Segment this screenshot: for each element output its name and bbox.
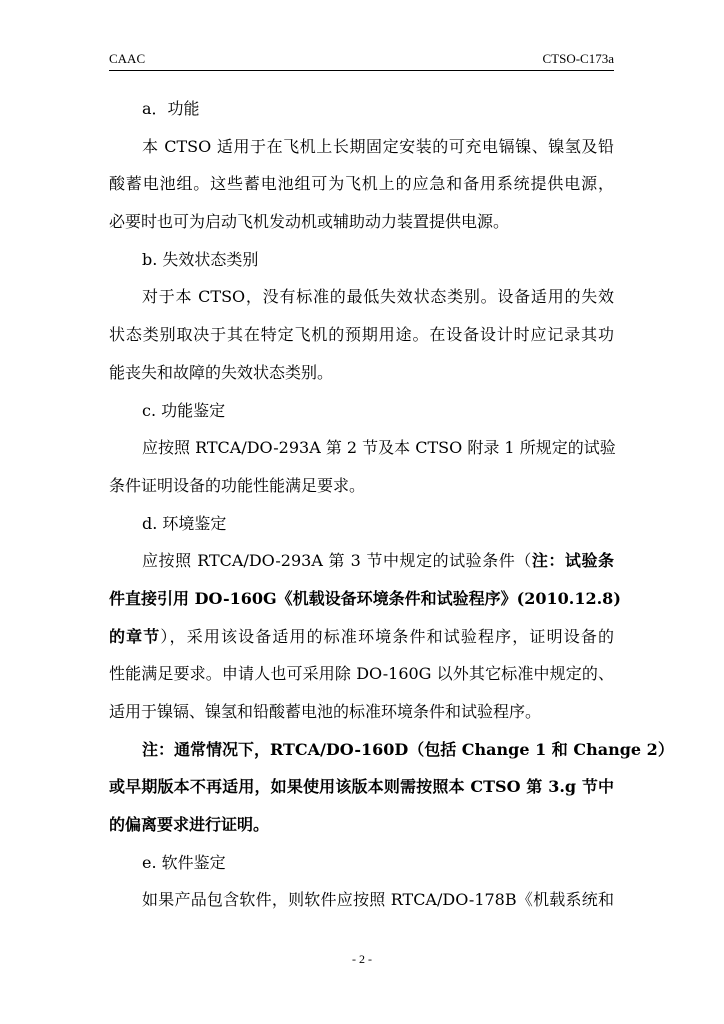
section-heading-d: d. 环境鉴定 xyxy=(142,513,227,533)
paragraph-line: 能丧失和故障的失效状态类别。 xyxy=(109,362,334,382)
paragraph-line: 对于本 CTSO，没有标准的最低失效状态类别。设备适用的失效 xyxy=(142,287,614,307)
line-text: ），采用该设备适用的标准环境条件和试验程序，证明设备的 xyxy=(160,626,614,646)
paragraph-line: 如果产品包含软件，则软件应按照 RTCA/DO-178B《机载系统和 xyxy=(142,890,614,910)
note-inline-bold: 注：试验条 xyxy=(531,551,614,571)
page-number: - 2 - xyxy=(352,952,372,966)
header-left: CAAC xyxy=(109,51,146,66)
paragraph-line: 酸蓄电池组。这些蓄电池组可为飞机上的应急和备用系统提供电源， xyxy=(109,174,614,194)
paragraph-line: 状态类别取决于其在特定飞机的预期用途。在设备设计时应记录其功 xyxy=(109,325,614,345)
section-heading-e: e. 软件鉴定 xyxy=(142,852,226,872)
line-text: 应按照 RTCA/DO-293A 第 3 节中规定的试验条件（ xyxy=(142,551,532,571)
document-body xyxy=(109,90,674,919)
paragraph-line: 适用于镍镉、镍氢和铅酸蓄电池的标准环境条件和试验程序。 xyxy=(109,702,542,721)
note-line: 或早期版本不再适用，如果使用该版本则需按照本 CTSO 第 3.g 节中 xyxy=(109,777,614,797)
paragraph-line: 性能满足要求。申请人也可采用除 DO-160G 以外其它标准中规定的、 xyxy=(109,664,614,684)
paragraph-line xyxy=(109,618,614,656)
note-line: 注：通常情况下，RTCA/DO-160D（包括 Change 1 和 Change 2） xyxy=(142,739,674,759)
section-heading-b: b. 失效状态类别 xyxy=(142,249,259,269)
paragraph-line: 必要时也可为启动飞机发动机或辅助动力装置提供电源。 xyxy=(109,212,510,232)
paragraph-line: 条件证明设备的功能性能满足要求。 xyxy=(109,475,366,495)
section-heading-a: a．功能 xyxy=(142,99,200,118)
paragraph-line: 应按照 RTCA/DO-293A 第 2 节及本 CTSO 附录 1 所规定的试验 xyxy=(142,438,616,458)
header-right: CTSO-C173a xyxy=(542,51,614,66)
paragraph-line-bold: 件直接引用 DO-160G《机载设备环境条件和试验程序》(2010.12.8) xyxy=(109,588,621,608)
note-inline-bold: 的章节 xyxy=(109,626,161,646)
paragraph-line xyxy=(109,542,614,580)
paragraph-line: 本 CTSO 适用于在飞机上长期固定安装的可充电镉镍、镍氢及铅 xyxy=(142,136,614,156)
page-header xyxy=(109,50,614,71)
section-heading-c: c. 功能鉴定 xyxy=(142,400,226,420)
note-line: 的偏离要求进行证明。 xyxy=(109,815,270,835)
